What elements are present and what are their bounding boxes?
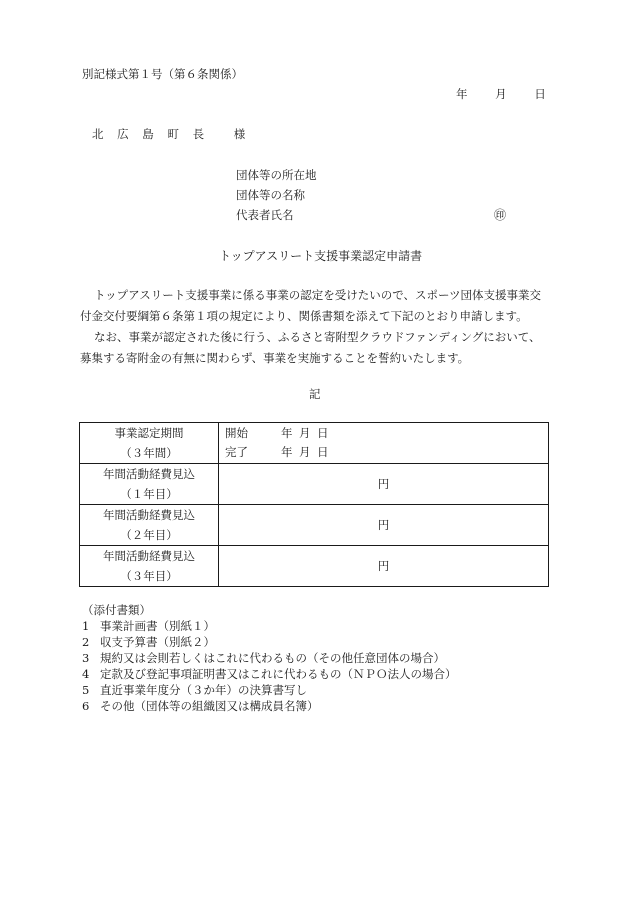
- body-para1-line1: トップアスリート支援事業に係る事業の認定を受けたいので、スポーツ団体支援事業交: [94, 288, 542, 302]
- cost-value-cell: 円: [219, 505, 549, 546]
- list-item: [82, 634, 457, 650]
- attachment-text: 規約又は会則若しくはこれに代わるもの（その他任意団体の場合）: [100, 651, 445, 665]
- period-start-day: 日: [317, 426, 329, 440]
- period-start-month: 月: [299, 426, 311, 440]
- cost-label: 年間活動経費見込: [103, 549, 195, 563]
- attachment-no: 1: [82, 619, 90, 633]
- cost-sub: （２年目）: [120, 528, 178, 542]
- addressee-suffix: 様: [233, 127, 248, 141]
- attachments-list: [82, 602, 457, 714]
- cost-label-cell: [80, 464, 219, 505]
- list-item: [82, 650, 457, 666]
- date-month: 月: [495, 87, 507, 101]
- cost-value-cell: 円: [219, 464, 549, 505]
- cost-label-cell: [80, 505, 219, 546]
- attachment-text: 定款及び登記事項証明書又はこれに代わるもの（ＮＰＯ法人の場合）: [100, 667, 457, 681]
- seal-mark: ㊞: [494, 208, 507, 222]
- attachments-heading: （添付書類）: [82, 603, 151, 617]
- body-para2-line2: 募集する寄附金の有無に関わらず、事業を実施することを誓約いたします。: [80, 351, 470, 365]
- period-value-cell: [219, 423, 549, 464]
- date-day: 日: [534, 87, 546, 101]
- period-end-line: [219, 443, 548, 462]
- document-title: トップアスリート支援事業認定申請書: [219, 249, 423, 263]
- attachment-text: 収支予算書（別紙２）: [100, 635, 215, 649]
- attachment-no: 2: [82, 635, 90, 649]
- attachment-text: 事業計画書（別紙１）: [100, 619, 215, 633]
- table-row: [80, 546, 549, 587]
- period-start-year: 年: [281, 426, 293, 440]
- period-start-line: [219, 424, 548, 443]
- cost-sub: （３年目）: [120, 569, 178, 583]
- table-row: [80, 464, 549, 505]
- application-table: [79, 422, 549, 587]
- addressee: [92, 126, 247, 142]
- addressee-name: 北 広 島 町 長: [92, 127, 207, 141]
- period-start-label: 開始: [225, 426, 248, 440]
- period-sub: （３年間）: [120, 446, 178, 460]
- list-item: [82, 698, 457, 714]
- attachment-text: その他（団体等の組織図又は構成員名簿）: [100, 699, 319, 713]
- applicant-name-label: 団体等の名称: [236, 188, 305, 202]
- cost-label: 年間活動経費見込: [103, 467, 195, 481]
- body-para2-line1: なお、事業が認定された後に行う、ふるさと寄附型クラウドファンディングにおいて、: [94, 330, 541, 344]
- attachment-no: 5: [82, 683, 90, 697]
- list-item: [82, 618, 457, 634]
- form-number: 別記様式第１号（第６条関係）: [82, 67, 243, 81]
- period-end-month: 月: [299, 445, 311, 459]
- cost-value-cell: 円: [219, 546, 549, 587]
- date-line: [456, 86, 546, 102]
- list-item: [82, 682, 457, 698]
- applicant-address-label: 団体等の所在地: [236, 168, 317, 182]
- attachment-no: 3: [82, 651, 90, 665]
- cost-label-cell: [80, 546, 219, 587]
- period-end-day: 日: [317, 445, 329, 459]
- attachment-text: 直近事業年度分（３か年）の決算書写し: [100, 683, 307, 697]
- period-label-cell: [80, 423, 219, 464]
- cost-label: 年間活動経費見込: [103, 508, 195, 522]
- applicant-rep-label: 代表者氏名: [236, 208, 294, 222]
- period-label: 事業認定期間: [114, 426, 184, 440]
- attachment-no: 6: [82, 699, 90, 713]
- period-end-year: 年: [281, 445, 293, 459]
- table-row: [80, 505, 549, 546]
- table-row: [80, 423, 549, 464]
- list-item: [82, 666, 457, 682]
- ki-heading: 記: [309, 387, 321, 401]
- date-year: 年: [456, 87, 468, 101]
- body-para1-line2: 付金交付要綱第６条第１項の規定により、関係書類を添えて下記のとおり申請します。: [80, 309, 528, 323]
- cost-sub: （１年目）: [120, 487, 178, 501]
- attachment-no: 4: [82, 667, 90, 681]
- period-end-label: 完了: [225, 445, 248, 459]
